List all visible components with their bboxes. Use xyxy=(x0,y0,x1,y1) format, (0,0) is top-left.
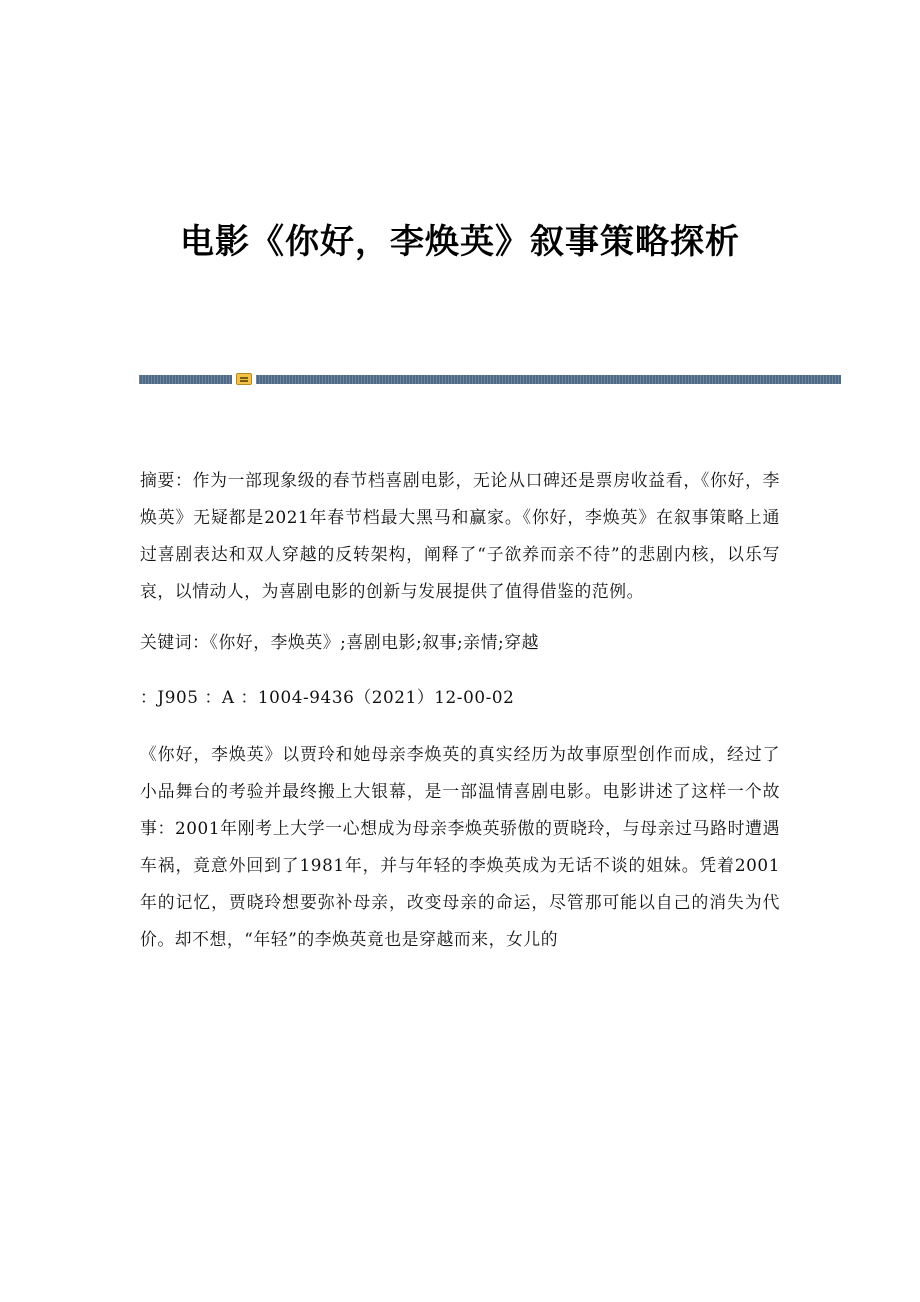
keywords-paragraph: 关键词：《你好，李焕英》;喜剧电影;叙事;亲情;穿越 xyxy=(140,632,540,652)
document-body xyxy=(140,462,780,958)
abstract-paragraph: 摘要：作为一部现象级的春节档喜剧电影，无论从口碑还是票房收益看，《你好，李焕英》无疑都是2021年春节档最大黑马和赢家。《你好，李焕英》在叙事策略上通过喜剧表达和双人穿越的反转架构，阐释了“子欲养而亲不待”的悲剧内核，以乐写哀，以情动人，为喜剧电影的创新与发展提供了值得借鉴的范例。 xyxy=(140,470,780,601)
classification-line: ：J905 ：A ：1004-9436（2021）12-00-02 xyxy=(140,687,515,707)
title-divider xyxy=(139,375,841,384)
document-title: 电影《你好，李焕英》叙事策略探析 xyxy=(180,222,740,262)
body-paragraph: 《你好，李焕英》以贾玲和她母亲李焕英的真实经历为故事原型创作而成，经过了小品舞台的考验并最终搬上大银幕，是一部温情喜剧电影。电影讲述了这样一个故事：2001年刚考上大学一心想成为母亲李焕英骄傲的贾晓玲，与母亲过马路时遭遇车祸，竟意外回到了1981年，并与年轻的李焕英成为无话不谈的姐妹。凭着2001年的记忆，贾晓玲想要弥补母亲，改变母亲的命运，尽管那可能以自己的消失为代价。却不想，“年轻”的李焕英竟也是穿越而来，女儿的 xyxy=(140,744,780,949)
divider-left-segment xyxy=(139,375,232,384)
divider-ornament-icon xyxy=(236,373,252,385)
divider-right-segment xyxy=(256,375,841,384)
